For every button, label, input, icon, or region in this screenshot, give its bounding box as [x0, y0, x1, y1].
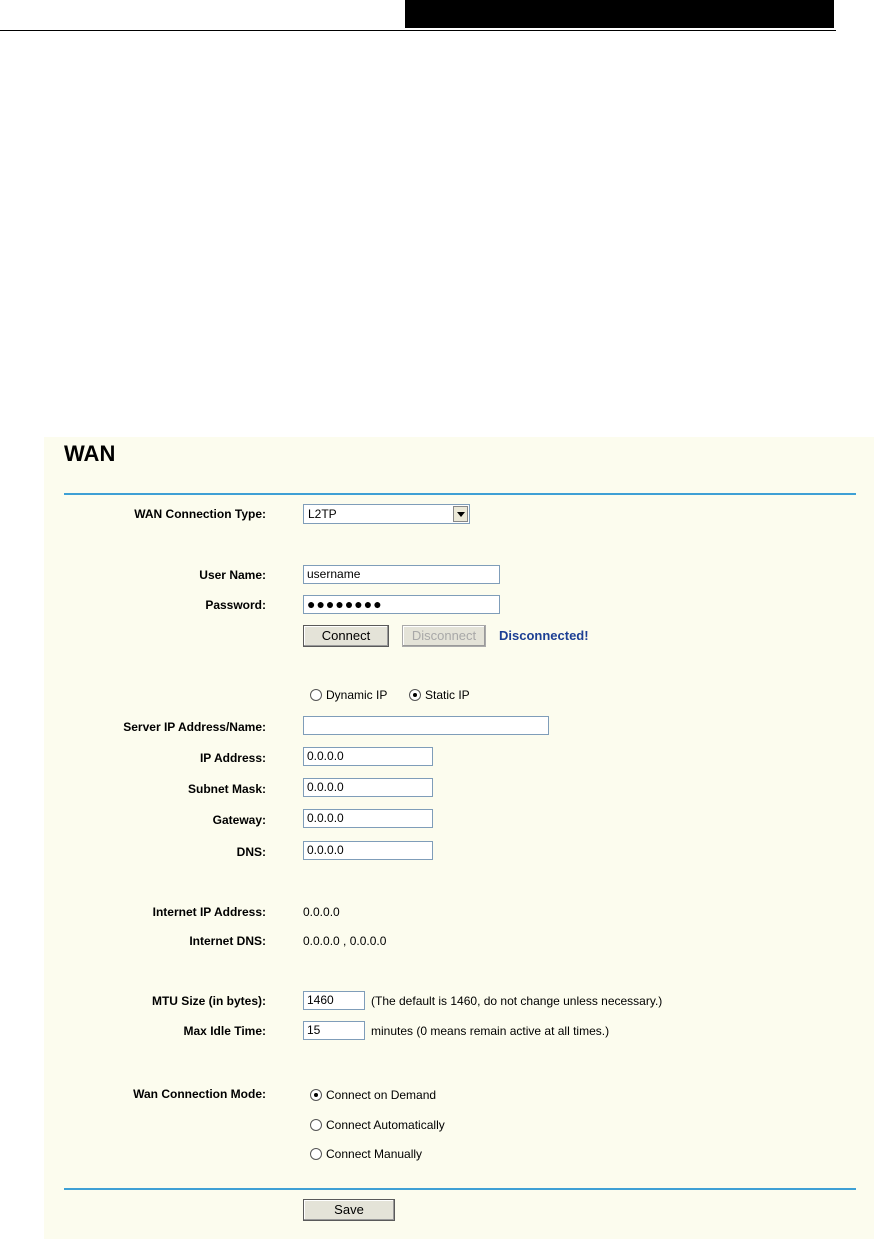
- connect-on-demand-radio[interactable]: [310, 1089, 322, 1101]
- password-input[interactable]: ●●●●●●●●: [303, 595, 500, 614]
- save-button[interactable]: Save: [303, 1199, 395, 1221]
- user-name-input[interactable]: username: [303, 565, 500, 584]
- internet-ip-label: Internet IP Address:: [152, 905, 266, 919]
- wan-connection-type-value: L2TP: [308, 507, 337, 521]
- header-divider: [0, 30, 836, 31]
- internet-dns-value: 0.0.0.0 , 0.0.0.0: [303, 934, 387, 948]
- max-idle-label: Max Idle Time:: [183, 1024, 266, 1038]
- connect-manually-radio[interactable]: [310, 1148, 322, 1160]
- internet-ip-value: 0.0.0.0: [303, 905, 340, 919]
- ip-address-label: IP Address:: [199, 751, 266, 765]
- max-idle-input[interactable]: 15: [303, 1021, 365, 1040]
- wan-connection-type-select[interactable]: [303, 504, 470, 524]
- mtu-size-label: MTU Size (in bytes):: [151, 994, 266, 1008]
- user-name-label: User Name:: [199, 568, 266, 582]
- top-divider: [64, 493, 856, 495]
- server-ip-label: Server IP Address/Name:: [123, 720, 266, 734]
- wan-connection-mode-label: Wan Connection Mode:: [133, 1087, 266, 1101]
- static-ip-label: Static IP: [425, 688, 470, 702]
- connection-status: Disconnected!: [499, 628, 589, 643]
- max-idle-hint: minutes (0 means remain active at all times.): [371, 1024, 610, 1038]
- gateway-label: Gateway:: [212, 813, 266, 827]
- dns-label: DNS:: [236, 845, 266, 859]
- mtu-size-input[interactable]: 1460: [303, 991, 365, 1010]
- internet-dns-label: Internet DNS:: [189, 934, 266, 948]
- chevron-down-icon[interactable]: [453, 506, 468, 522]
- connect-manually-label: Connect Manually: [326, 1147, 423, 1161]
- dynamic-ip-label: Dynamic IP: [326, 688, 388, 702]
- connect-automatically-label: Connect Automatically: [326, 1118, 445, 1132]
- subnet-mask-input[interactable]: 0.0.0.0: [303, 778, 433, 797]
- bottom-divider: [64, 1188, 856, 1190]
- mtu-size-hint: (The default is 1460, do not change unless necessary.): [371, 994, 663, 1008]
- static-ip-radio[interactable]: [409, 689, 421, 701]
- dynamic-ip-radio[interactable]: [310, 689, 322, 701]
- connect-button[interactable]: Connect: [303, 625, 389, 647]
- page-title: WAN: [64, 441, 116, 466]
- wan-connection-type-label: WAN Connection Type:: [134, 507, 266, 521]
- disconnect-button[interactable]: Disconnect: [402, 625, 486, 647]
- dns-input[interactable]: 0.0.0.0: [303, 841, 433, 860]
- password-label: Password:: [205, 598, 266, 612]
- connect-automatically-radio[interactable]: [310, 1119, 322, 1131]
- ip-address-input[interactable]: 0.0.0.0: [303, 747, 433, 766]
- gateway-input[interactable]: 0.0.0.0: [303, 809, 433, 828]
- header-bar: [405, 0, 834, 28]
- subnet-mask-label: Subnet Mask:: [187, 782, 266, 796]
- server-ip-input[interactable]: [303, 716, 549, 735]
- connect-on-demand-label: Connect on Demand: [326, 1088, 437, 1102]
- wan-settings-panel: [44, 437, 874, 1239]
